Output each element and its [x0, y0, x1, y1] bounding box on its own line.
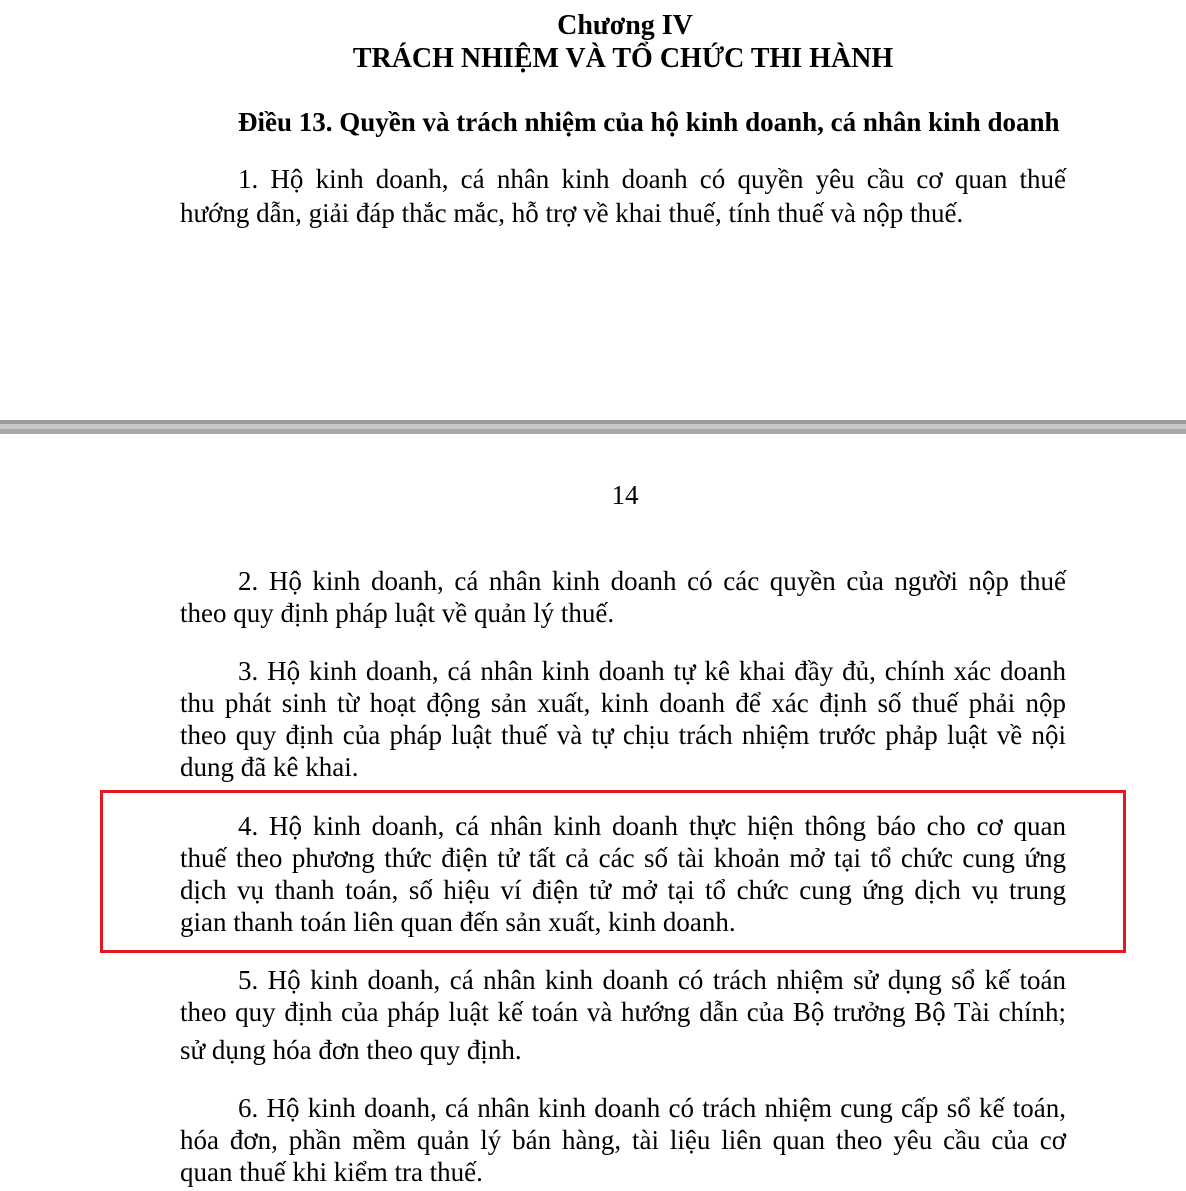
- paragraph-2-line-2: theo quy định pháp luật về quản lý thuế.: [180, 598, 615, 628]
- paragraph-6-line-2: hóa đơn, phần mềm quản lý bán hàng, tài liệu liên quan theo yêu cầu của cơ: [180, 1125, 1066, 1155]
- paragraph-3-line-3: theo quy định của pháp luật thuế và tự chịu trách nhiệm trước phảp luật về nội: [180, 720, 1066, 750]
- paragraph-3-line-4: dung đã kê khai.: [180, 752, 359, 782]
- chapter-number: Chương IV: [557, 10, 693, 41]
- chapter-title: TRÁCH NHIỆM VÀ TỔ CHỨC THI HÀNH: [352, 43, 894, 74]
- page-number: 14: [611, 480, 639, 510]
- paragraph-6-line-3: quan thuế khi kiểm tra thuế.: [180, 1157, 483, 1187]
- paragraph-5-line-3: sử dụng hóa đơn theo quy định.: [180, 1035, 522, 1065]
- page-separator: [0, 420, 1186, 434]
- paragraph-4-line-4: gian thanh toán liên quan đến sản xuất, kinh doanh.: [180, 907, 736, 937]
- paragraph-2-line-1: 2. Hộ kinh doanh, cá nhân kinh doanh có các quyền của người nộp thuế: [238, 566, 1066, 596]
- paragraph-1-line-1: 1. Hộ kinh doanh, cá nhân kinh doanh có quyền yêu cầu cơ quan thuế: [238, 164, 1066, 194]
- paragraph-4-line-1: 4. Hộ kinh doanh, cá nhân kinh doanh thực hiện thông báo cho cơ quan: [238, 811, 1066, 841]
- paragraph-4-line-3: dịch vụ thanh toán, số hiệu ví điện tử mở tại tổ chức cung ứng dịch vụ trung: [180, 875, 1066, 905]
- paragraph-5-line-1: 5. Hộ kinh doanh, cá nhân kinh doanh có trách nhiệm sử dụng sổ kế toán: [238, 965, 1066, 995]
- paragraph-5-line-2: theo quy định của pháp luật kế toán và hướng dẫn của Bộ trưởng Bộ Tài chính;: [180, 997, 1066, 1027]
- article-title: Điều 13. Quyền và trách nhiệm của hộ kinh doanh, cá nhân kinh doanh: [238, 107, 1060, 137]
- paragraph-1-line-2: hướng dẫn, giải đáp thắc mắc, hỗ trợ về khai thuế, tính thuế và nộp thuế.: [180, 198, 964, 228]
- paragraph-3-line-2: thu phát sinh từ hoạt động sản xuất, kinh doanh để xác định số thuế phải nộp: [180, 688, 1066, 718]
- paragraph-3-line-1: 3. Hộ kinh doanh, cá nhân kinh doanh tự kê khai đầy đủ, chính xác doanh: [238, 656, 1066, 686]
- paragraph-6-line-1: 6. Hộ kinh doanh, cá nhân kinh doanh có trách nhiệm cung cấp sổ kế toán,: [238, 1093, 1066, 1123]
- paragraph-4-line-2: thuế theo phương thức điện tử tất cả các số tài khoản mở tại tổ chức cung ứng: [180, 843, 1066, 873]
